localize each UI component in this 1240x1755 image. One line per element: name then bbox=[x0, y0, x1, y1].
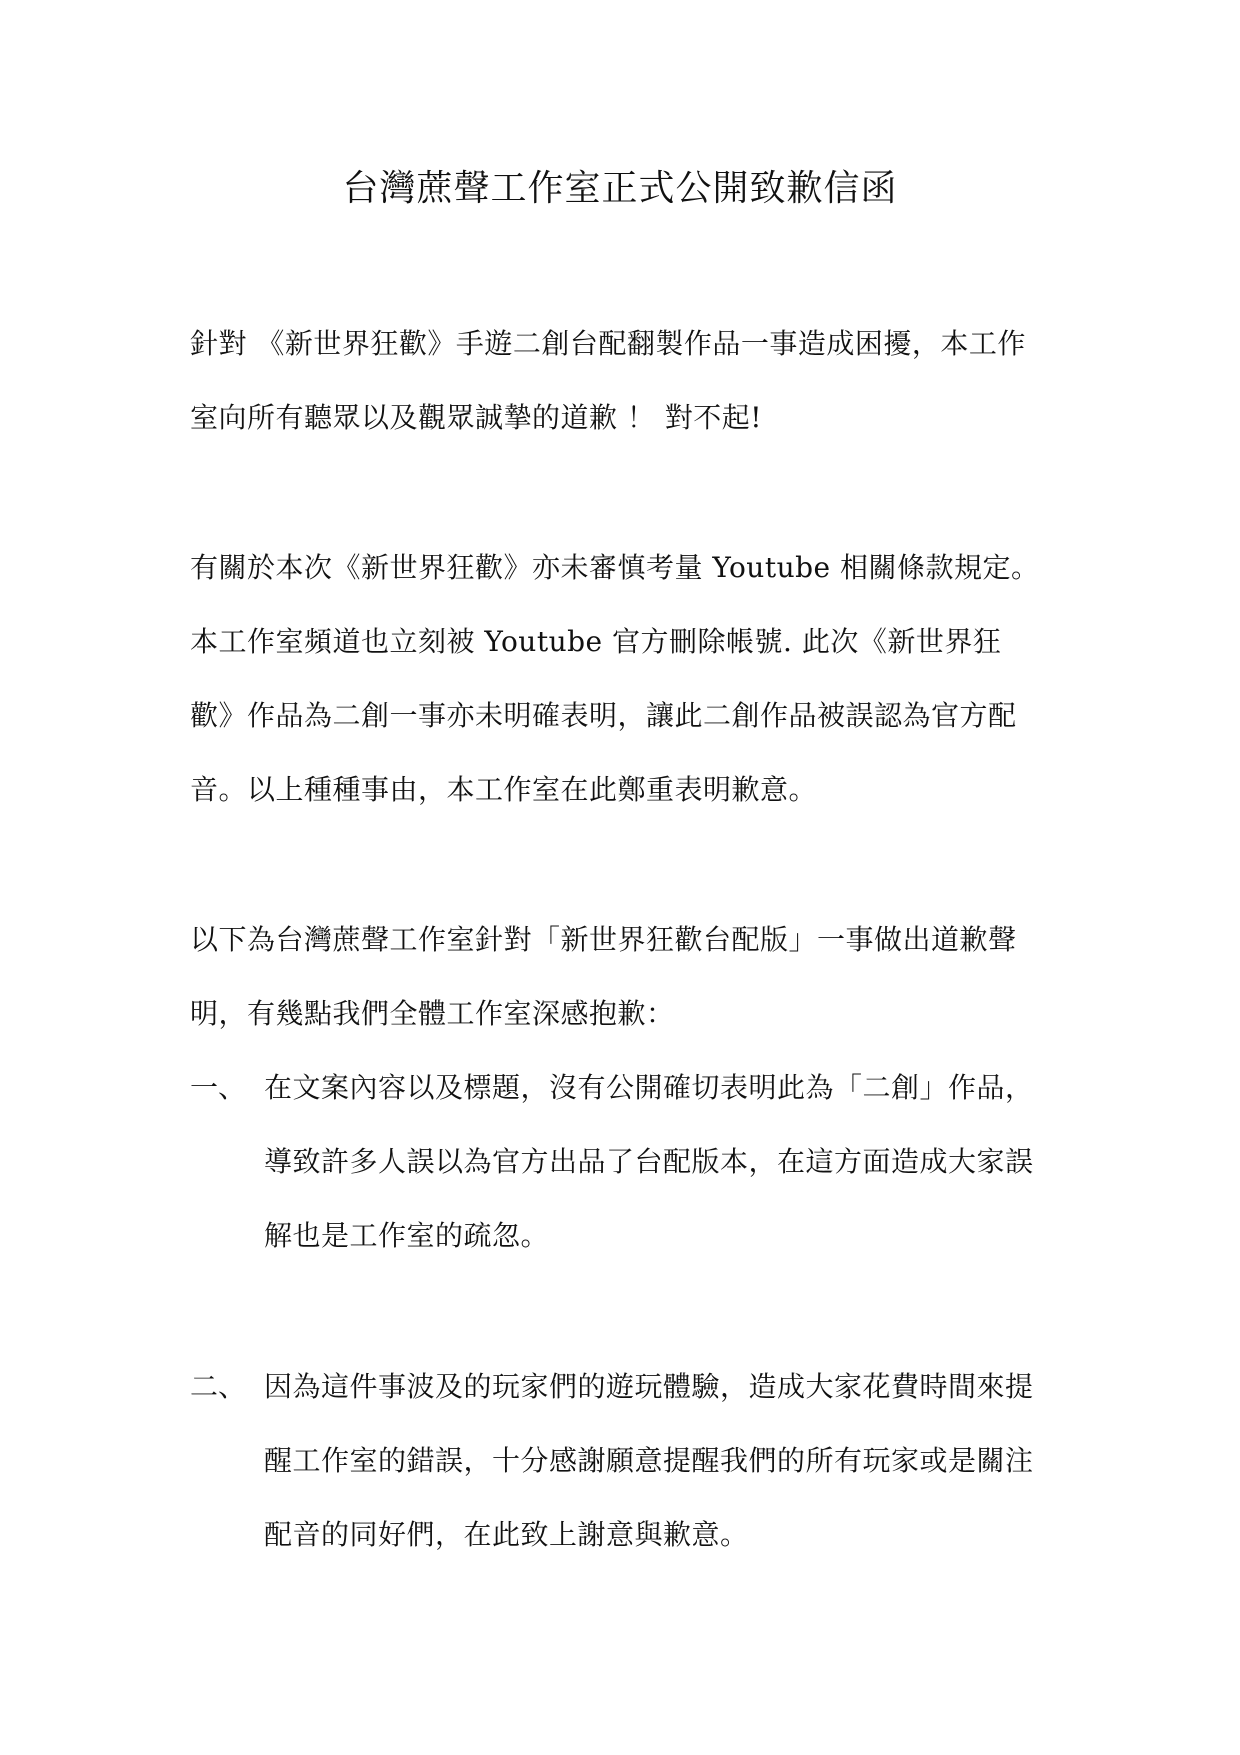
paragraph-2-line-2: 本工作室頻道也立刻被 Youtube 官方刪除帳號. 此次《新世界狂 bbox=[190, 625, 1002, 658]
list-item-2-line-3: 配音的同好們，在此致上謝意與歉意。 bbox=[264, 1518, 749, 1551]
paragraph-2-line-1: 有關於本次《新世界狂歡》亦未審慎考量 Youtube 相關條款規定。 bbox=[190, 551, 1040, 584]
list-item-1-line-1: 在文案內容以及標題，沒有公開確切表明此為「二創」作品， bbox=[264, 1071, 1034, 1104]
list-item-2-line-1: 因為這件事波及的玩家們的遊玩體驗，造成大家花費時間來提 bbox=[264, 1370, 1034, 1403]
list-item-1-line-2: 導致許多人誤以為官方出品了台配版本，在這方面造成大家誤 bbox=[264, 1145, 1034, 1178]
paragraph-1-line-1: 針對 《新世界狂歡》手遊二創台配翻製作品一事造成困擾，本工作 bbox=[190, 327, 1026, 360]
list-item-1-marker: 一、 bbox=[190, 1071, 247, 1104]
list-item-2-line-2: 醒工作室的錯誤，十分感謝願意提醒我們的所有玩家或是關注 bbox=[264, 1444, 1034, 1477]
page-title: 台灣蔗聲工作室正式公開致歉信函 bbox=[342, 168, 898, 209]
paragraph-3-line-2: 明，有幾點我們全體工作室深感抱歉： bbox=[190, 997, 675, 1030]
paragraph-1-line-2: 室向所有聽眾以及觀眾誠摯的道歉 ！ 對不起! bbox=[190, 401, 763, 434]
paragraph-3-line-1: 以下為台灣蔗聲工作室針對「新世界狂歡台配版」一事做出道歉聲 bbox=[190, 923, 1017, 956]
paragraph-2-line-4: 音。以上種種事由，本工作室在此鄭重表明歉意。 bbox=[190, 773, 818, 806]
list-item-2-marker: 二、 bbox=[190, 1370, 247, 1403]
paragraph-2-line-3: 歡》作品為二創一事亦未明確表明，讓此二創作品被誤認為官方配 bbox=[190, 699, 1017, 732]
list-item-1-line-3: 解也是工作室的疏忽。 bbox=[264, 1219, 550, 1252]
